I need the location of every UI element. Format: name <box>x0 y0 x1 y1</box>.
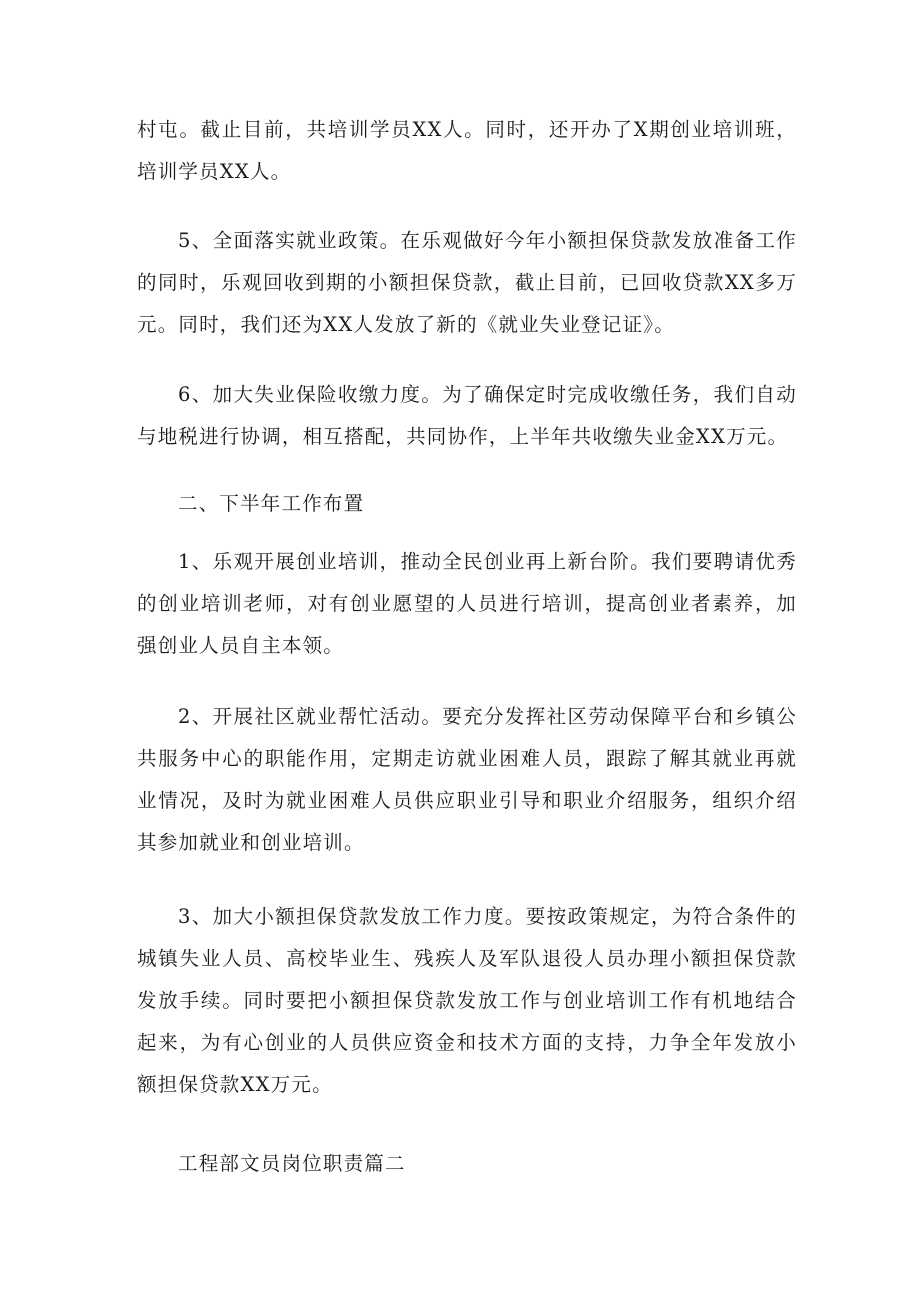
paragraph-community-employment: 2、开展社区就业帮忙活动。要充分发挥社区劳动保障平台和乡镇公共服务中心的职能作用，定期走访就业困难人员，跟踪了解其就业再就业情况，及时为就业困难人员供应职业引导和职业介绍服务，组织介绍其参加就业和创业培训。 <box>137 705 797 854</box>
section-heading-job-duties: 工程部文员岗位职责篇二 <box>178 1152 406 1175</box>
paragraph-employment-policy: 5、全面落实就业政策。在乐观做好今年小额担保贷款发放准备工作的同时，乐观回收到期的小额担保贷款，截止目前，已回收贷款XX多万元。同时，我们还为XX人发放了新的《就业失业登记证》。 <box>137 229 797 336</box>
paragraph-training-summary: 村屯。截止目前，共培训学员XX人。同时，还开办了X期创业培训班，培训学员XX人。 <box>137 118 797 183</box>
paragraph-small-loans: 3、加大小额担保贷款发放工作力度。要按政策规定，为符合条件的城镇失业人员、高校毕业生、残疾人及军队退役人员办理小额担保贷款发放手续。同时要把小额担保贷款发放工作与创业培训工作有机地结合起来，为有心创业的人员供应资金和技术方面的支持，力争全年发放小额担保贷款XX万元。 <box>137 905 797 1096</box>
paragraph-entrepreneurship-training: 1、乐观开展创业培训，推动全民创业再上新台阶。我们要聘请优秀的创业培训老师，对有创业愿望的人员进行培训，提高创业者素养，加强创业人员自主本领。 <box>137 550 797 657</box>
section-heading-second-half-plan: 二、下半年工作布置 <box>178 492 365 515</box>
paragraph-unemployment-insurance: 6、加大失业保险收缴力度。为了确保定时完成收缴任务，我们自动与地税进行协调，相互搭配，共同协作，上半年共收缴失业金XX万元。 <box>137 383 797 448</box>
